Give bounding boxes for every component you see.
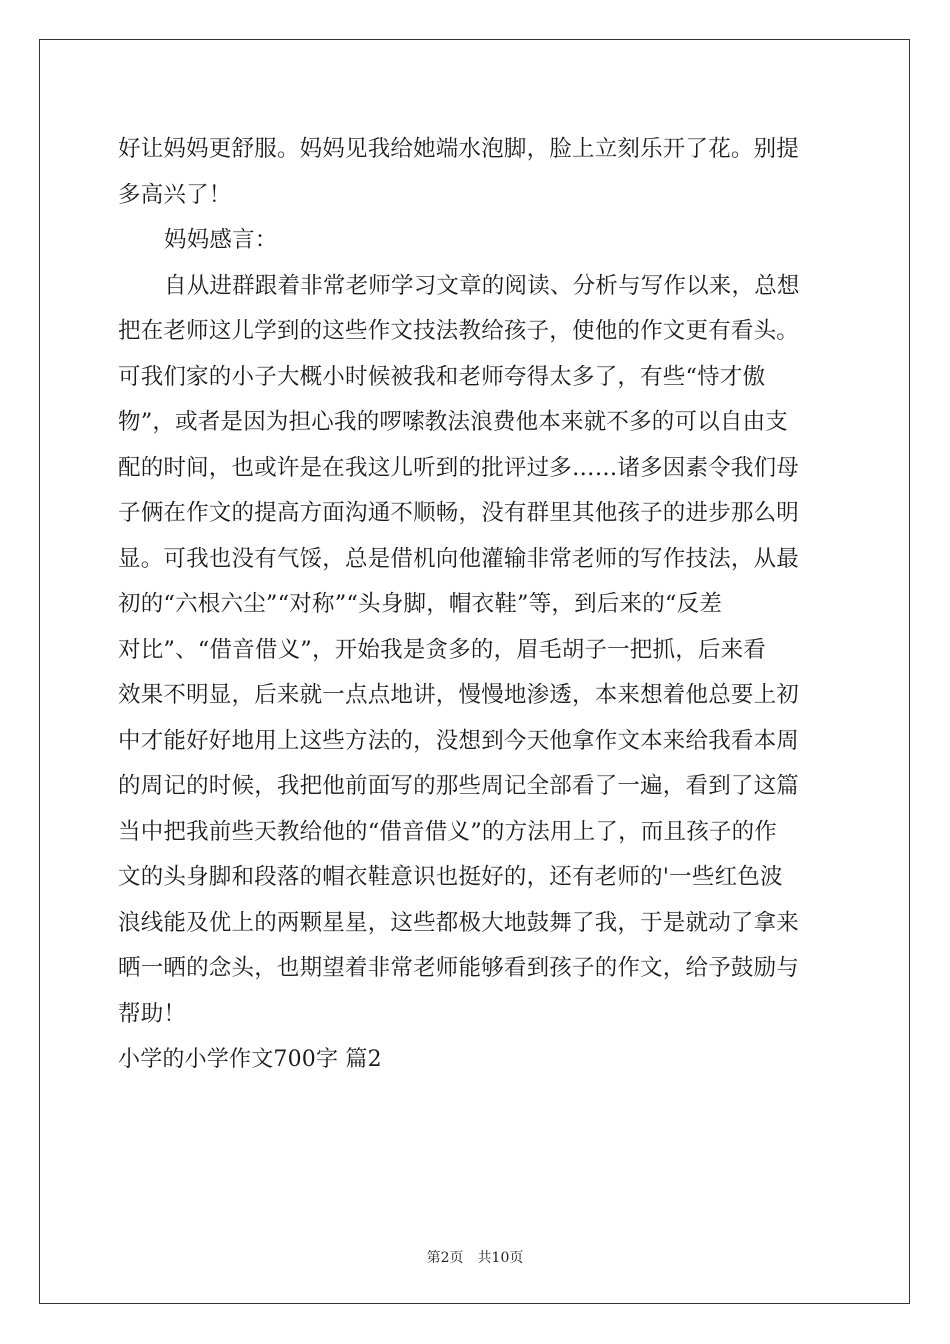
text-line: 配的时间，也或许是在我这儿听到的批评过多……诸多因素令我们母: [118, 454, 800, 481]
text-line: 物”，或者是因为担心我的啰嗦教法浪费他本来就不多的可以自由支: [118, 409, 789, 435]
text-line: 自从进群跟着非常老师学习文章的阅读、分析与写作以来，总想: [164, 272, 800, 299]
text-line: 对比”、“借音借义”，开始我是贪多的，眉毛胡子一把抓，后来看: [118, 636, 767, 663]
text-line: 的周记的时候，我把他前面写的那些周记全部看了一遍，看到了这篇: [118, 773, 800, 799]
text-line: 晒一晒的念头，也期望着非常老师能够看到孩子的作文，给予鼓励与: [118, 955, 800, 981]
text-line: 中才能好好地用上这些方法的，没想到今天他拿作文本来给我看本周: [118, 727, 800, 754]
text-line: 帮助！: [118, 1000, 187, 1027]
document-body: [118, 127, 838, 1083]
text-line: 初的“六根六尘”“对称”“头身脚，帽衣鞋”等，到后来的“反差: [118, 591, 723, 617]
page-number: 第2页: [426, 1250, 464, 1266]
text-line: 可我们家的小子大概小时候被我和老师夸得太多了，有些“恃才傲: [118, 363, 766, 390]
text-line: 浪线能及优上的两颗星星，这些都极大地鼓舞了我，于是就动了拿来: [118, 909, 800, 936]
paragraph: [118, 127, 838, 218]
text-line: 文的头身脚和段落的帽衣鞋意识也挺好的，还有老师的'一些红色波: [118, 864, 783, 890]
text-line: 显。可我也没有气馁，总是借机向他灌输非常老师的写作技法，从最: [118, 545, 800, 572]
text-line: 效果不明显，后来就一点点地讲，慢慢地渗透，本来想着他总要上初: [118, 682, 800, 708]
page-footer: [0, 1247, 950, 1267]
text-line: 把在老师这儿学到的这些作文技法教给孩子，使他的作文更有看头。: [118, 318, 800, 344]
text-line: 当中把我前些天教给他的“借音借义”的方法用上了，而且孩子的作: [118, 818, 778, 845]
text-line: 子俩在作文的提高方面沟通不顺畅，没有群里其他孩子的进步那么明: [118, 500, 800, 526]
text-line: 多高兴了！: [118, 181, 232, 208]
section-heading: 小学的小学作文700字 篇2: [118, 1047, 382, 1072]
paragraph: [118, 264, 838, 1038]
text-line: 好让妈妈更舒服。妈妈见我给她端水泡脚，脸上立刻乐开了花。别提: [118, 136, 800, 162]
page-total: 共10页: [477, 1250, 524, 1266]
section-label: 妈妈感言：: [164, 227, 278, 253]
